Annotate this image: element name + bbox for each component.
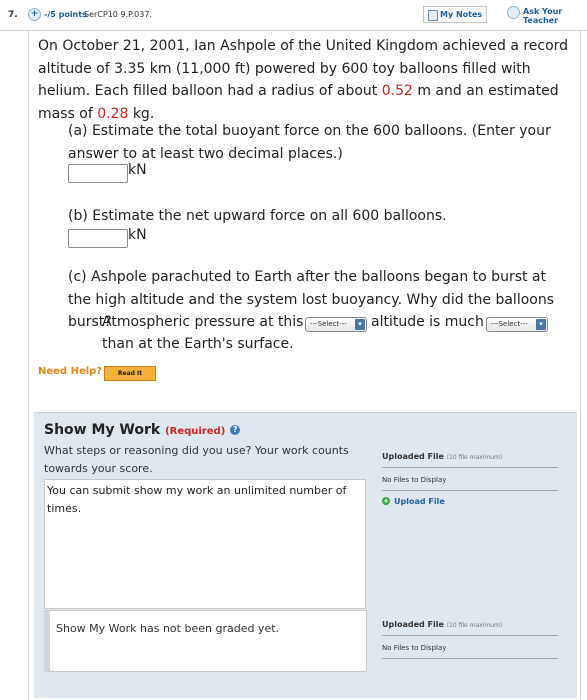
problem-text: m and an estimated mass of [38, 83, 559, 122]
upload-file-button[interactable] [382, 497, 445, 506]
part-a-answer-input[interactable] [68, 164, 128, 183]
question-header [0, 0, 587, 31]
uploaded-file-label: Uploaded File [382, 452, 444, 461]
my-notes-button[interactable] [423, 6, 487, 23]
upload-file-label: Upload File [394, 497, 445, 506]
part-c-sentence-end: than at the Earth's surface. [102, 336, 294, 352]
chevron-down-icon: ▾ [355, 319, 365, 330]
mass-value: 0.28 [97, 105, 129, 122]
divider [382, 658, 558, 659]
radius-value: 0.52 [381, 83, 413, 100]
chevron-down-icon: ▾ [536, 319, 546, 330]
required-label: (Required) [165, 426, 226, 437]
no-files-label: No Files to Display [382, 644, 447, 652]
part-b-answer-input[interactable] [68, 229, 128, 248]
part-c-question: (c) Ashpole parachuted to Earth after the balloons began to burst at the high altitude and the system lost buoyancy. Why did the balloons burst? [68, 269, 555, 331]
need-help-label: Need Help? [38, 366, 103, 377]
comparison-select-dropdown[interactable] [486, 317, 548, 332]
uploaded-file-heading [382, 452, 502, 461]
comparison-select-value: ---Select--- [491, 320, 528, 328]
problem-text: On October 21, 2001, Ian Ashpole of the United Kingdom achieved a record altitude of 3.35 km (11,000 ft) powered by 600 toy balloons filled with helium. Each filled balloon had a radius of about [38, 38, 569, 100]
divider [382, 467, 558, 468]
expand-icon[interactable]: + [28, 8, 41, 21]
uploaded-file-heading [382, 620, 502, 629]
file-maximum-note: (10 file maximum) [446, 454, 503, 461]
problem-source: SerCP10 9.P.037. [84, 10, 152, 19]
part-a-question: (a) Estimate the total buoyant force on the 600 balloons. (Enter your answer to at least two decimal places.) [68, 123, 551, 162]
problem-text: kg. [128, 105, 155, 122]
pressure-select-dropdown[interactable] [305, 317, 367, 332]
graded-status-text: Show My Work has not been graded yet. [56, 622, 280, 635]
divider [382, 635, 558, 636]
ask-teacher-label: Ask Your Teacher [523, 7, 563, 25]
question-number: 7. [8, 10, 18, 20]
part-b-question: (b) Estimate the net upward force on all 600 balloons. [68, 208, 447, 224]
notes-icon [428, 10, 438, 21]
read-it-button[interactable]: Read It [104, 366, 156, 381]
add-icon: + [383, 497, 389, 505]
my-notes-label: My Notes [440, 10, 483, 19]
part-c-sentence-middle: altitude is much [371, 314, 484, 330]
part-c-sentence-start: Atmospheric pressure at this [102, 314, 304, 330]
help-icon[interactable]: ? [230, 425, 240, 435]
file-maximum-note: (10 file maximum) [446, 622, 503, 629]
show-my-work-title [44, 422, 240, 438]
graded-status-box [44, 610, 367, 672]
ask-teacher-button[interactable] [507, 7, 587, 25]
show-my-work-question: What steps or reasoning did you use? Your work counts towards your score. [44, 444, 349, 475]
divider [382, 490, 558, 491]
pressure-select-value: ---Select--- [310, 320, 347, 328]
show-my-work-heading: Show My Work [44, 422, 161, 438]
plus-icon [507, 6, 520, 19]
points-label: -/5 points [44, 10, 87, 19]
part-a-unit: kN [128, 162, 147, 178]
part-b-unit: kN [128, 227, 147, 243]
content-right-border [580, 30, 581, 700]
uploaded-file-label: Uploaded File [382, 620, 444, 629]
problem-statement [38, 35, 573, 125]
no-files-label: No Files to Display [382, 476, 447, 484]
content-left-border [28, 30, 29, 700]
show-my-work-textarea[interactable]: You can submit show my work an unlimited number of times. [44, 479, 366, 609]
